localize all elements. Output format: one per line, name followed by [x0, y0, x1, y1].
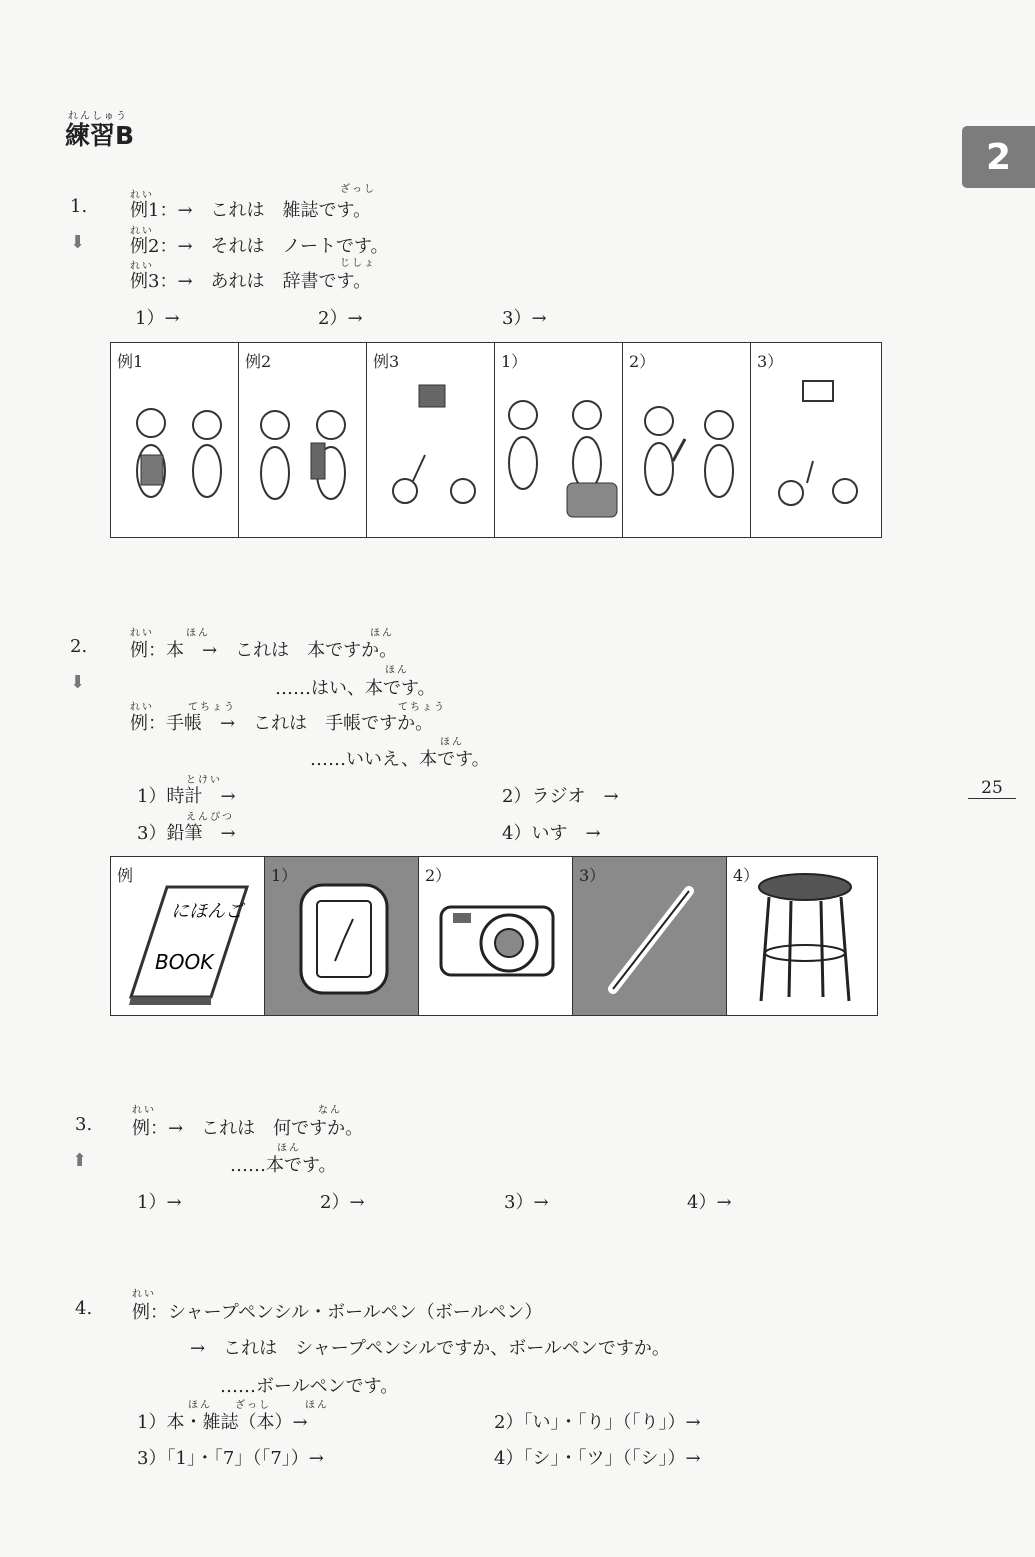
ex4-zasshi-furigana: ざっし	[235, 1400, 271, 1411]
ex1-zasshi-furigana: ざっし	[340, 184, 376, 195]
ex1-line-2: 例2：→ それは ノートです。	[130, 236, 389, 257]
ex3-rei-furigana: れい	[132, 1105, 156, 1116]
title-furigana: れんしゅう	[68, 111, 128, 122]
ex2-number: 2.	[70, 636, 88, 657]
ex2-tokei-furigana: とけい	[186, 775, 222, 786]
panel-label: 2）	[629, 352, 656, 371]
ex1-rei-furigana-3: れい	[130, 261, 154, 272]
ex2-item-1: 1）時計 →	[137, 786, 236, 807]
ex1-rei-furigana-1: れい	[130, 190, 154, 201]
book-word-text: BOOK	[155, 950, 214, 974]
people-pointing-at-tv-illustration	[751, 343, 878, 537]
ex3-item-4: 4）→	[687, 1192, 732, 1213]
ex2-item-2: 2）ラジオ →	[502, 786, 619, 807]
ex4-hon-furigana-2: ほん	[305, 1400, 329, 1411]
ex2-panel	[265, 857, 419, 1015]
ex2-rei-furigana-1: れい	[130, 628, 154, 639]
ex4-item-3: 3）「1」・「7」（「7」）→	[137, 1448, 324, 1469]
ex4-line-2: → これは シャープペンシルですか、ボールペンですか。	[190, 1338, 670, 1359]
ex1-panel	[751, 343, 878, 537]
panel-label: 1）	[271, 866, 298, 885]
person-holding-magazine-illustration	[111, 343, 238, 537]
people-pointing-at-dictionary-illustration	[367, 343, 494, 537]
panel-label: 例1	[117, 352, 144, 371]
ex4-item-2: 2）「い」・「り」（「り」）→	[494, 1412, 701, 1433]
ex1-panel	[495, 343, 623, 537]
ex3-item-2: 2）→	[320, 1192, 365, 1213]
ex2-enpitsu-furigana: えんぴつ	[186, 812, 234, 823]
ex2-techou-furigana-1: てちょう	[188, 702, 236, 713]
ex4-line-3: ……ボールペンです。	[220, 1376, 399, 1397]
ex2-panel	[111, 857, 265, 1015]
ex2-picture-strip	[110, 856, 878, 1016]
ex2-rei-furigana-2: れい	[130, 702, 154, 713]
ex1-rei-furigana-2: れい	[130, 226, 154, 237]
ex4-rei-furigana: れい	[132, 1289, 156, 1300]
ex1-line-1: 例1：→ これは 雑誌です。	[130, 200, 372, 221]
panel-label: 1）	[501, 352, 528, 371]
ex2-line-3: 例：手帳 → これは 手帳ですか。	[130, 713, 434, 734]
ex2-item-3: 3）鉛筆 →	[137, 823, 236, 844]
panel-label: 例	[117, 866, 134, 885]
ex4-line-1: 例：シャープペンシル・ボールペン（ボールペン）	[132, 1302, 543, 1323]
ex4-number: 4.	[75, 1298, 93, 1319]
ex2-hon-furigana-2: ほん	[370, 628, 394, 639]
ex1-picture-strip	[110, 342, 882, 538]
panel-label: 4）	[733, 866, 760, 885]
ex2-hon-furigana-1: ほん	[186, 628, 210, 639]
ex2-techou-furigana-2: てちょう	[398, 702, 446, 713]
ex2-panel	[573, 857, 727, 1015]
up-arrow-icon: ⬆	[72, 1150, 88, 1171]
person-holding-notebook-illustration	[239, 343, 366, 537]
ex3-number: 3.	[75, 1114, 93, 1135]
ex4-item-1: 1）本・雑誌（本）→	[137, 1412, 308, 1433]
ex4-hon-furigana-1: ほん	[188, 1400, 212, 1411]
ex2-line-4: ……いいえ、本です。	[310, 749, 490, 770]
bag-illustration	[495, 343, 622, 537]
ex2-hon-furigana-3: ほん	[385, 665, 409, 676]
book-illustration	[111, 857, 264, 1015]
section-title: 練習B	[65, 121, 135, 150]
ex1-item-1: 1）→	[135, 308, 180, 329]
ex1-panel	[623, 343, 751, 537]
book-title-text: にほんご	[171, 901, 243, 922]
ex3-line-1: 例：→ これは 何ですか。	[132, 1118, 364, 1139]
ex1-item-2: 2）→	[318, 308, 363, 329]
ex3-hon-furigana: ほん	[277, 1143, 301, 1154]
panel-label: 例2	[245, 352, 272, 371]
ex3-item-1: 1）→	[137, 1192, 182, 1213]
panel-label: 3）	[579, 866, 606, 885]
ex1-jisho-furigana: じしょ	[340, 258, 376, 269]
ex2-hon-furigana-4: ほん	[440, 737, 464, 748]
chapter-tab: 2	[962, 126, 1035, 188]
ex2-item-4: 4）いす →	[502, 823, 601, 844]
ex1-number: 1.	[70, 196, 88, 217]
ex1-panel	[367, 343, 495, 537]
ex3-line-2: ……本です。	[230, 1155, 337, 1176]
panel-label: 例3	[373, 352, 400, 371]
ex2-line-2: ……はい、本です。	[275, 678, 436, 699]
person-holding-pen-illustration	[623, 343, 750, 537]
ex2-panel	[727, 857, 881, 1015]
ex3-nan-furigana: なん	[318, 1105, 342, 1116]
down-arrow-icon: ⬇	[70, 232, 86, 253]
ex1-panel	[239, 343, 367, 537]
panel-label: 2）	[425, 866, 452, 885]
page-number: 25	[968, 778, 1016, 799]
ex2-panel	[419, 857, 573, 1015]
ex1-item-3: 3）→	[502, 308, 547, 329]
down-arrow-icon: ⬇	[70, 672, 86, 693]
ex3-item-3: 3）→	[504, 1192, 549, 1213]
panel-label: 3）	[757, 352, 784, 371]
ex1-panel	[111, 343, 239, 537]
ex1-line-3: 例3：→ あれは 辞書です。	[130, 271, 372, 292]
ex4-item-4: 4）「シ」・「ツ」（「シ」）→	[494, 1448, 701, 1469]
ex2-line-1: 例：本 → これは 本ですか。	[130, 640, 398, 661]
